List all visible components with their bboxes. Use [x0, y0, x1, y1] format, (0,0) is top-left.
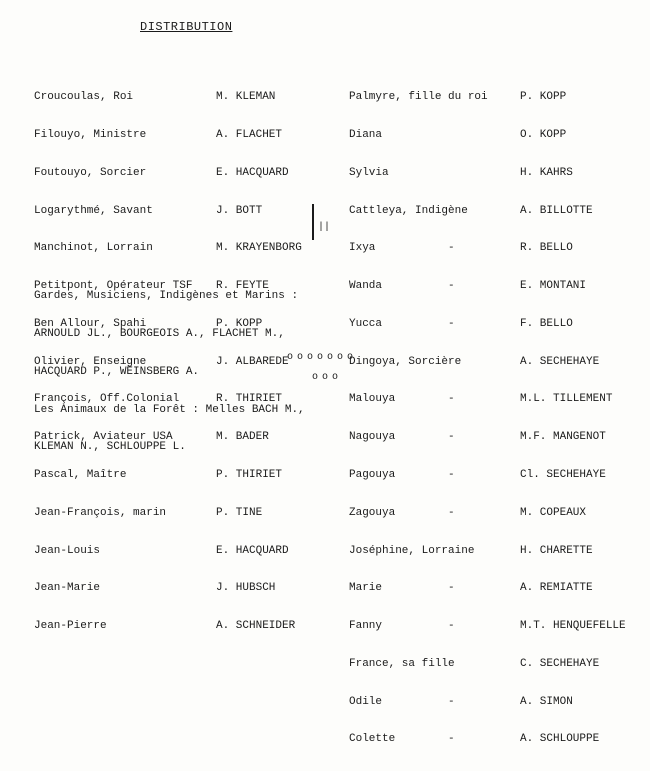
role-name: Odile -: [349, 695, 455, 708]
ensemble-notes: [34, 265, 305, 479]
actor-name: E. HACQUARD: [216, 166, 289, 179]
role-name: Jean-Louis: [34, 544, 101, 557]
role-name: Wanda -: [349, 280, 455, 293]
actor-name: M.L. TILLEMENT: [520, 393, 613, 406]
role-name: France, sa fille: [349, 657, 455, 670]
actor-name: A. SIMON: [520, 695, 573, 708]
role-name: Logarythmé, Savant: [34, 204, 153, 217]
role-name: Sylvia: [349, 166, 389, 179]
actor-name: A. BILLOTTE: [520, 204, 593, 217]
actor-name: M. COPEAUX: [520, 506, 587, 519]
role-name: Dingoya, Sorcière: [349, 355, 462, 368]
role-name: Zagouya -: [349, 506, 455, 519]
notes-line: Gardes, Musiciens, Indigènes et Marins :: [34, 290, 299, 303]
role-name: François, Off.Colonial: [34, 393, 180, 406]
actor-name: A. SCHNEIDER: [216, 620, 296, 633]
role-name: Filouyo, Ministre: [34, 128, 147, 141]
role-name: Pagouya -: [349, 469, 455, 481]
notes-line: HACQUARD P., WEINSBERG A.: [34, 365, 200, 378]
actor-name: P. KOPP: [520, 91, 567, 104]
role-name: Foutouyo, Sorcier: [34, 166, 147, 179]
actor-name: C. SECHEHAYE: [520, 657, 600, 670]
actor-name: J. ALBAREDE: [216, 355, 289, 368]
role-name: Ixya -: [349, 242, 455, 255]
actor-name: J. BOTT: [216, 204, 263, 217]
role-name: Fanny -: [349, 620, 455, 633]
actor-name: P. KOPP: [216, 317, 263, 330]
actor-name: A. REMIATTE: [520, 582, 593, 595]
role-name: Joséphine, Lorraine: [349, 544, 475, 557]
actor-name: J. HUBSCH: [216, 582, 276, 595]
role-name: Petitpont, Opérateur TSF: [34, 280, 193, 293]
actor-name: A. SECHEHAYE: [520, 355, 600, 368]
notes-line: Les Animaux de la Forêt : Melles BACH M.,: [34, 403, 305, 416]
actor-name: M. KRAYENBORG: [216, 242, 302, 255]
actor-name: H. CHARETTE: [520, 544, 593, 557]
actor-name: R. BELLO: [520, 242, 573, 255]
actors-right-column: [520, 66, 626, 771]
notes-line: ARNOULD JL., BOURGEOIS A., FLACHET M.,: [34, 327, 285, 340]
actor-name: H. KAHRS: [520, 166, 573, 179]
page-title: DISTRIBUTION: [140, 20, 233, 34]
actor-name: A. SCHLOUPPE: [520, 733, 600, 746]
actor-name: A. FLACHET: [216, 128, 283, 141]
role-name: Malouya -: [349, 393, 455, 406]
role-name: Manchinot, Lorrain: [34, 242, 153, 255]
role-name: Jean-Pierre: [34, 620, 107, 633]
role-name: Croucoulas, Roi: [34, 91, 134, 104]
role-name: Ben Allour, Spahi: [34, 317, 147, 330]
role-name: Yucca -: [349, 317, 455, 330]
bracket-line: [312, 204, 314, 240]
actor-name: E. HACQUARD: [216, 544, 289, 557]
notes-line: KLEMAN N., SCHLOUPPE L.: [34, 441, 186, 454]
role-name: Marie -: [349, 582, 455, 595]
actor-name: P. TINE: [216, 506, 263, 519]
role-name: Pascal, Maître: [34, 469, 127, 481]
ornament-dots-row1: ooooooo: [287, 352, 358, 363]
actor-name: E. MONTANI: [520, 280, 587, 293]
role-name: Diana: [349, 128, 383, 141]
role-name: Nagouya -: [349, 431, 455, 444]
role-name: Jean-François, marin: [34, 506, 167, 519]
actor-name: M. BADER: [216, 431, 269, 444]
ornament-dots-row2: ooo: [312, 372, 343, 383]
role-name: Jean-Marie: [34, 582, 101, 595]
bracket-mark: ||: [318, 222, 331, 233]
actor-name: F. BELLO: [520, 317, 573, 330]
actor-name: R. THIRIET: [216, 393, 283, 406]
role-name: Colette -: [349, 733, 455, 746]
actor-name: M.F. MANGENOT: [520, 431, 606, 444]
actor-name: M. KLEMAN: [216, 91, 276, 104]
actor-name: O. KOPP: [520, 128, 567, 141]
roles-right-column: [349, 66, 488, 771]
actor-name: R. FEYTE: [216, 280, 269, 293]
role-name: Palmyre, fille du roi: [349, 91, 488, 104]
actor-name: Cl. SECHEHAYE: [520, 469, 606, 481]
role-name: Cattleya, Indigène: [349, 204, 468, 217]
actor-name: M.T. HENQUEFELLE: [520, 620, 626, 633]
role-name: Patrick, Aviateur USA: [34, 431, 173, 444]
actor-name: P. THIRIET: [216, 469, 283, 481]
role-name: Olivier, Enseigne: [34, 355, 147, 368]
